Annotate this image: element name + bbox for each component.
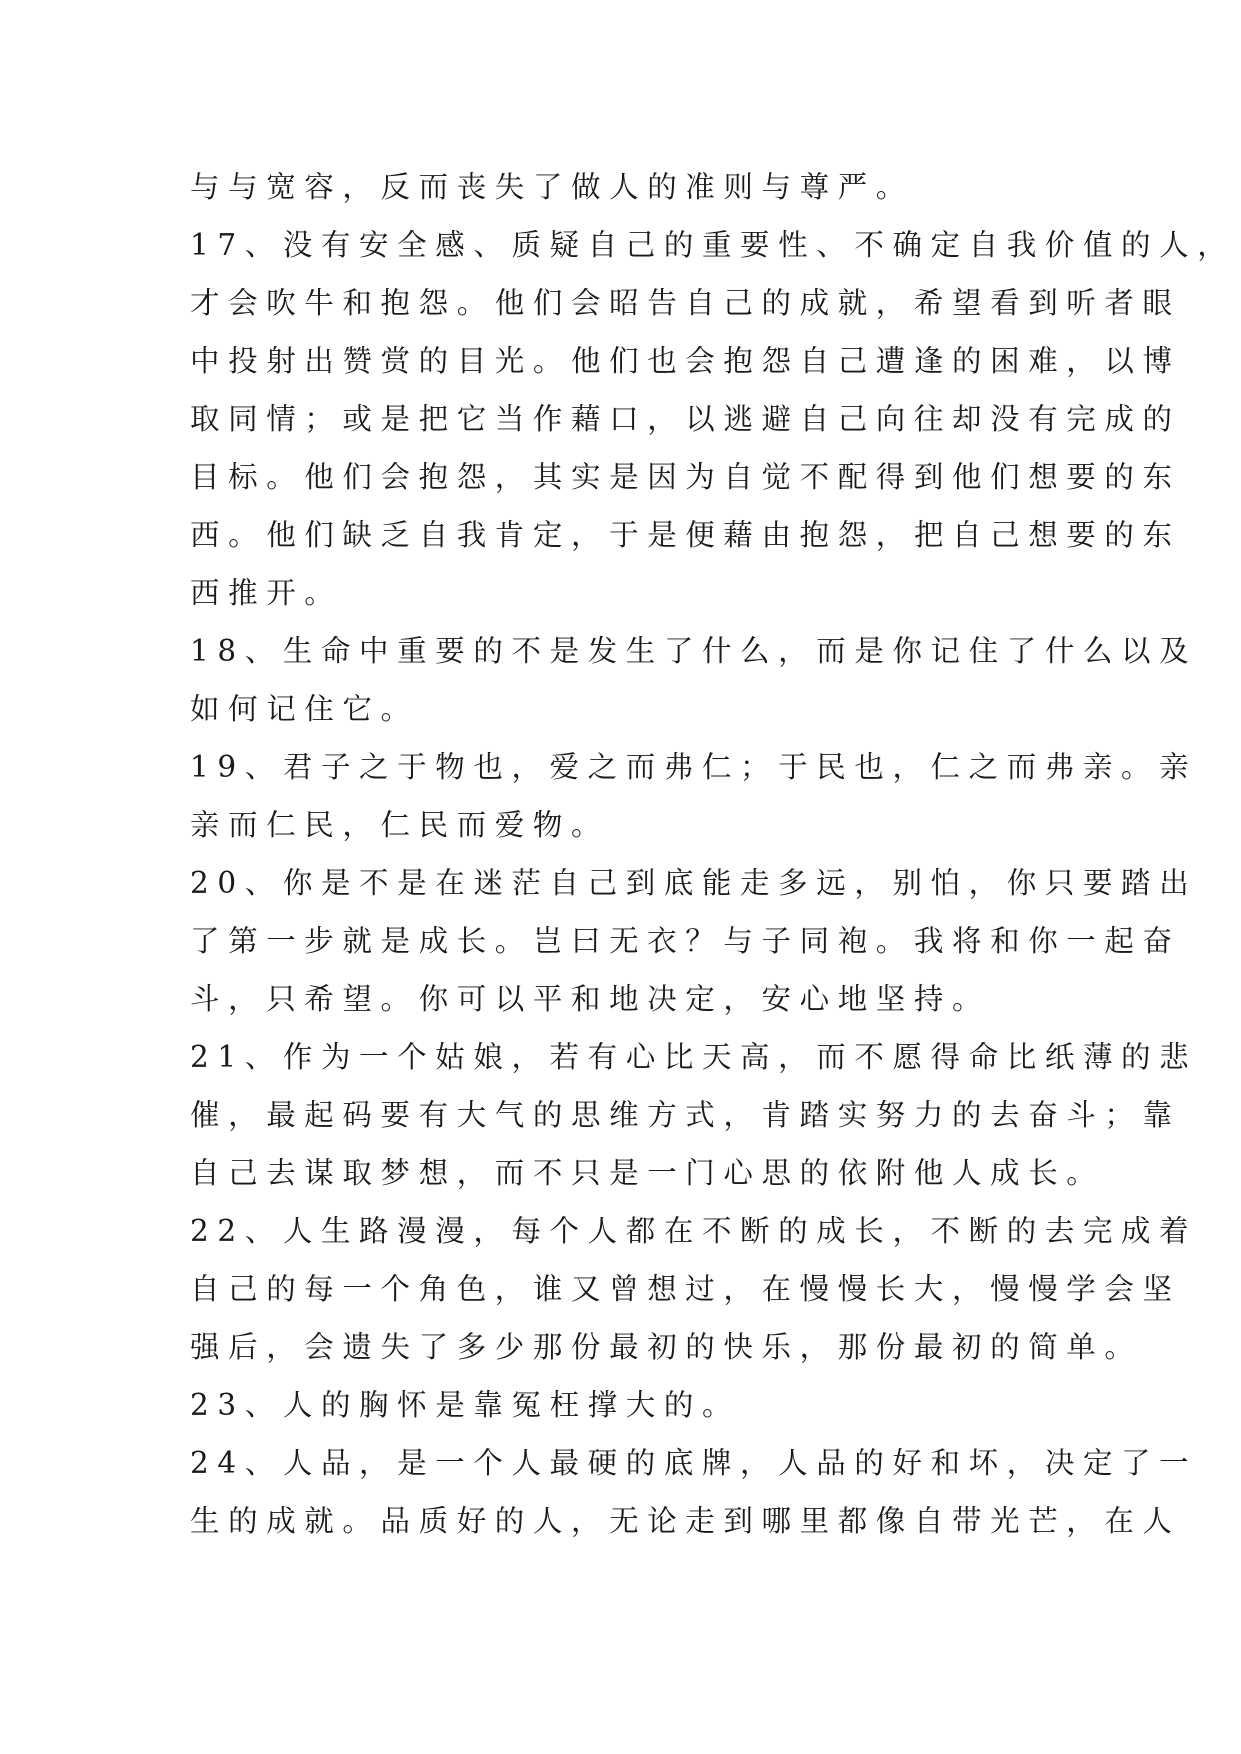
text-line: 目标。他们会抱怨，其实是因为自觉不配得到他们想要的东 — [190, 460, 1181, 494]
text-line: 才会吹牛和抱怨。他们会昭告自己的成就，希望看到听者眼 — [190, 286, 1181, 320]
text-line: 自己的每一个角色，谁又曾想过，在慢慢长大，慢慢学会坚 — [190, 1272, 1181, 1306]
text-line: 自己去谋取梦想，而不只是一门心思的依附他人成长。 — [190, 1156, 1105, 1190]
text-line: 20、你是不是在迷茫自己到底能走多远，别怕，你只要踏出 — [190, 866, 1198, 900]
text-line: 生的成就。品质好的人，无论走到哪里都像自带光芒，在人 — [190, 1504, 1181, 1538]
text-line: 19、君子之于物也，爱之而弗仁；于民也，仁之而弗亲。亲 — [190, 750, 1198, 784]
text-line: 22、人生路漫漫，每个人都在不断的成长，不断的去完成着 — [190, 1214, 1198, 1248]
text-line: 24、人品，是一个人最硬的底牌，人品的好和坏，决定了一 — [190, 1446, 1198, 1480]
text-line: 18、生命中重要的不是发生了什么，而是你记住了什么以及 — [190, 634, 1198, 668]
text-line: 17、没有安全感、质疑自己的重要性、不确定自我价值的人， — [190, 228, 1236, 262]
text-line: 了第一步就是成长。岂曰无衣？与子同袍。我将和你一起奋 — [190, 924, 1181, 958]
text-line: 取同情；或是把它当作藉口，以逃避自己向往却没有完成的 — [190, 402, 1181, 436]
text-line: 催，最起码要有大气的思维方式，肯踏实努力的去奋斗；靠 — [190, 1098, 1181, 1132]
text-line: 21、作为一个姑娘，若有心比天高，而不愿得命比纸薄的悲 — [190, 1040, 1198, 1074]
text-line: 强后，会遗失了多少那份最初的快乐，那份最初的简单。 — [190, 1330, 1143, 1364]
text-line: 如何记住它。 — [190, 692, 419, 726]
text-line: 斗，只希望。你可以平和地决定，安心地坚持。 — [190, 982, 991, 1016]
text-line: 西。他们缺乏自我肯定，于是便藉由抱怨，把自己想要的东 — [190, 518, 1181, 552]
text-line: 23、人的胸怀是靠冤枉撑大的。 — [190, 1388, 741, 1422]
text-line: 中投射出赞赏的目光。他们也会抱怨自己遭逢的困难，以博 — [190, 344, 1181, 378]
text-line: 亲而仁民，仁民而爱物。 — [190, 808, 610, 842]
text-line: 西推开。 — [190, 576, 343, 610]
text-line: 与与宽容，反而丧失了做人的准则与尊严。 — [190, 170, 914, 204]
document-body — [190, 158, 1236, 1550]
